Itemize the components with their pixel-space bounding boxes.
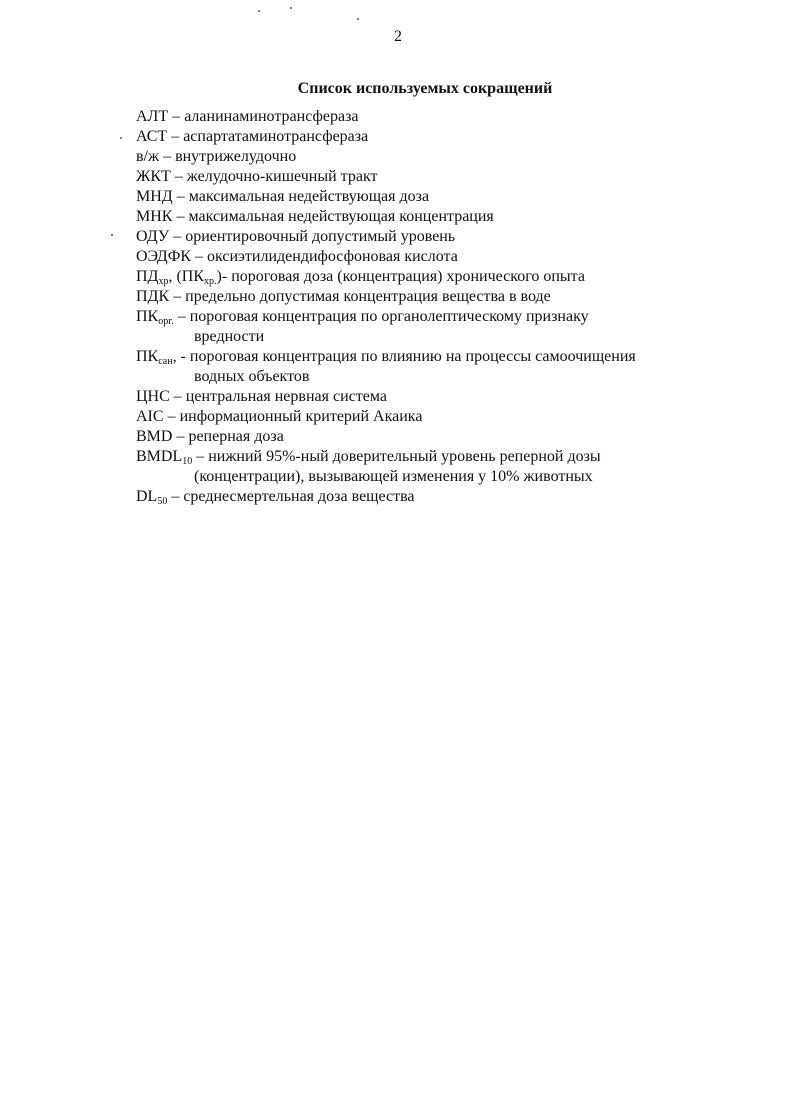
abbreviation-definition: – максимальная недействующая доза bbox=[172, 188, 430, 205]
abbreviation-definition: – аспартатаминотрансфераза bbox=[167, 128, 369, 145]
abbreviation-term-tail: , bbox=[172, 348, 177, 365]
abbreviation-item bbox=[136, 287, 756, 307]
abbreviation-subscript-alt: хр. bbox=[204, 276, 217, 287]
abbreviation-item bbox=[136, 447, 756, 487]
abbreviation-term: AIC bbox=[136, 408, 164, 425]
abbreviation-item bbox=[136, 107, 756, 127]
abbreviation-definition: – среднесмертельная доза вещества bbox=[167, 488, 415, 505]
abbreviation-subscript: хр bbox=[158, 276, 169, 287]
abbreviation-definition: – внутрижелудочно bbox=[159, 148, 297, 165]
abbreviation-term: ЦНС bbox=[136, 388, 170, 405]
abbreviation-term: в/ж bbox=[136, 148, 160, 165]
abbreviation-definition: – аланинаминотрансфераза bbox=[168, 108, 359, 125]
abbreviation-term: ПК bbox=[136, 308, 159, 325]
abbreviation-item bbox=[136, 407, 756, 427]
abbreviation-term: МНД bbox=[136, 188, 173, 205]
abbreviation-term: ПДК bbox=[136, 288, 170, 305]
abbreviation-term: ПК bbox=[136, 348, 159, 365]
scan-speck bbox=[357, 18, 359, 20]
abbreviation-term: ПД bbox=[136, 268, 159, 285]
scan-speck bbox=[258, 10, 260, 12]
abbreviation-definition: - пороговая концентрация по влиянию на процессы самоочищения bbox=[176, 348, 636, 365]
abbreviation-item bbox=[136, 347, 756, 387]
abbreviation-term: ЖКТ bbox=[136, 168, 171, 185]
abbreviation-term: АСТ bbox=[136, 128, 168, 145]
abbreviation-term: BMD bbox=[136, 428, 173, 445]
page-number: 2 bbox=[394, 28, 402, 45]
abbreviation-item bbox=[136, 187, 756, 207]
abbreviation-definition: - пороговая доза (концентрация) хронического опыта bbox=[221, 268, 585, 285]
abbreviation-item bbox=[136, 147, 756, 167]
abbreviation-item bbox=[136, 127, 756, 147]
abbreviation-item bbox=[136, 307, 756, 347]
abbreviation-term: DL bbox=[136, 488, 158, 505]
abbreviation-definition: – информационный критерий Акаика bbox=[163, 408, 423, 425]
abbreviation-continuation: водных объектов bbox=[194, 368, 310, 385]
abbreviation-subscript: орг. bbox=[158, 316, 174, 327]
abbreviation-term: АЛТ bbox=[136, 108, 169, 125]
abbreviation-definition: – оксиэтилидендифосфоновая кислота bbox=[191, 248, 458, 265]
abbreviation-term: МНК bbox=[136, 208, 173, 225]
abbreviation-definition: – нижний 95%-ный доверительный уровень реперной дозы bbox=[192, 448, 601, 465]
abbreviation-term: BMDL bbox=[136, 448, 183, 465]
abbreviation-subscript: сан bbox=[158, 356, 173, 367]
abbreviation-definition: – реперная доза bbox=[172, 428, 284, 445]
abbreviation-definition: – максимальная недействующая концентрация bbox=[172, 208, 494, 225]
abbreviation-continuation: вредности bbox=[194, 328, 265, 345]
abbreviation-item bbox=[136, 227, 756, 247]
abbreviation-item bbox=[136, 487, 756, 507]
abbreviation-subscript: 50 bbox=[157, 496, 168, 507]
scan-speck bbox=[111, 234, 113, 236]
abbreviation-item bbox=[136, 387, 756, 407]
abbreviation-term-tail: ) bbox=[216, 268, 222, 285]
abbreviation-definition: – пороговая концентрация по органолептическому признаку bbox=[173, 308, 589, 325]
abbreviation-list bbox=[136, 107, 756, 507]
abbreviation-definition: – предельно допустимая концентрация вещества в воде bbox=[169, 288, 551, 305]
abbreviation-definition: – желудочно-кишечный тракт bbox=[170, 168, 378, 185]
abbreviation-term: ОЭДФК bbox=[136, 248, 191, 265]
abbreviation-continuation: (концентрации), вызывающей изменения у 10% животных bbox=[194, 468, 593, 485]
abbreviation-item bbox=[136, 267, 756, 287]
abbreviation-item bbox=[136, 247, 756, 267]
abbreviation-definition: – ориентировочный допустимый уровень bbox=[169, 228, 456, 245]
scan-speck bbox=[290, 7, 292, 9]
scan-speck bbox=[120, 137, 122, 139]
abbreviation-subscript: 10 bbox=[182, 456, 193, 467]
abbreviation-term-alt: , (ПК bbox=[168, 268, 205, 285]
abbreviation-item bbox=[136, 167, 756, 187]
abbreviation-term: ОДУ bbox=[136, 228, 170, 245]
abbreviation-definition: – центральная нервная система bbox=[169, 388, 387, 405]
abbreviation-item bbox=[136, 207, 756, 227]
abbreviation-item bbox=[136, 427, 756, 447]
page-title: Список используемых сокращений bbox=[297, 80, 553, 97]
